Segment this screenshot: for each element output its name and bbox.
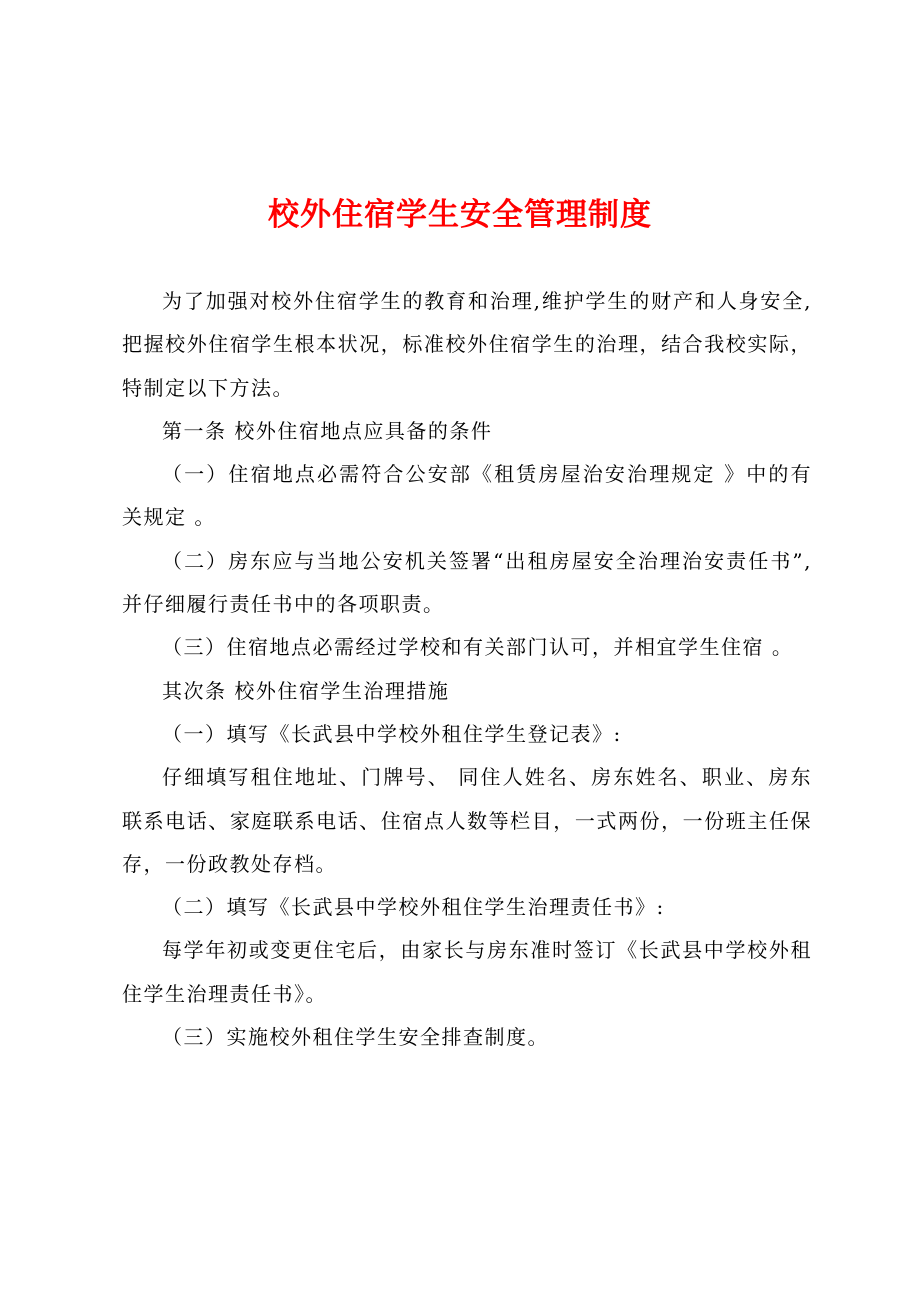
article-1-item-3: （三）住宿地点必需经过学校和有关部门认可，并相宜学生住宿 。: [162, 635, 794, 660]
article-2-item-1: （一）填写《长武县中学校外租住学生登记表》:: [162, 721, 622, 746]
document-body: [122, 280, 812, 1059]
article-2-item-3: （三）实施校外租住学生安全排查制度。: [162, 1025, 549, 1050]
intro-paragraph: 为了加强对校外住宿学生的教育和治理,维护学生的财产和人身安全,把握校外住宿学生根本状况，标准校外住宿学生的治理，结合我校实际，特制定以下方法。: [122, 289, 812, 400]
document-title: 校外住宿学生安全管理制度: [268, 197, 652, 233]
article-2-item-2: （二）填写《长武县中学校外租住学生治理责任书》:: [162, 895, 665, 920]
article-1-item-1: （一）住宿地点必需符合公安部《租赁房屋治安治理规定 》中的有关规定 。: [122, 462, 812, 530]
article-2-item-1-detail: 仔细填写租住地址、门牌号、 同住人姓名、房东姓名、职业、房东联系电话、家庭联系电话、住宿点人数等栏目，一式两份，一份班主任保存，一份政教处存档。: [122, 765, 812, 876]
article-1-item-2: （二）房东应与当地公安机关签署“出租房屋安全治理治安责任书”,并仔细履行责任书中的各项职责。: [122, 548, 812, 617]
article-2-item-2-detail: 每学年初或变更住宅后，由家长与房东准时签订《长武县中学校外租住学生治理责任书》。: [122, 938, 812, 1006]
article-2-heading: 其次条 校外住宿学生治理措施: [162, 678, 450, 703]
article-1-heading: 第一条 校外住宿地点应具备的条件: [162, 418, 493, 443]
